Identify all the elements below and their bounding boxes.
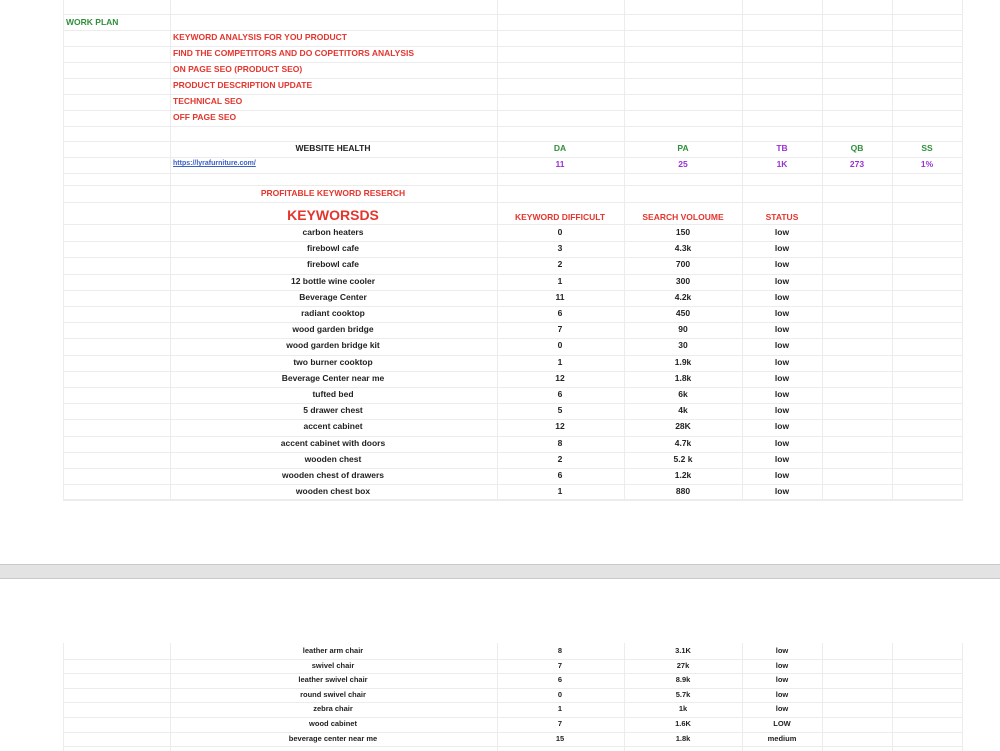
status-cell: low bbox=[775, 704, 789, 714]
keyword-cell: two burner cooktop bbox=[293, 356, 373, 367]
keyword-cell: 5 drawer chest bbox=[303, 405, 363, 416]
keyword-cell: wooden chest box bbox=[295, 486, 371, 497]
status-cell: low bbox=[774, 340, 790, 351]
difficulty-cell: 15 bbox=[555, 733, 565, 743]
difficulty-cell: 11 bbox=[555, 291, 565, 302]
volume-cell: 880 bbox=[675, 486, 691, 497]
work-plan-item: FIND THE COMPETITORS AND DO COPETITORS ANALYSIS bbox=[173, 48, 415, 58]
keyword-cell: firebowl cafe bbox=[307, 243, 359, 254]
status-cell: low bbox=[774, 405, 790, 416]
status-cell: low bbox=[774, 421, 790, 432]
status-cell: low bbox=[774, 275, 790, 286]
volume-cell: 300 bbox=[675, 275, 691, 286]
difficulty-cell: 12 bbox=[555, 372, 565, 383]
status-cell: low bbox=[774, 453, 790, 464]
keyword-cell: tufted bed bbox=[312, 389, 354, 399]
difficulty-cell: 7 bbox=[557, 324, 563, 335]
difficulty-cell: 12 bbox=[555, 421, 565, 432]
keyword-research-title: PROFITABLE KEYWORD RESERCH bbox=[260, 188, 406, 198]
keyword-cell: Beverage Center bbox=[299, 291, 367, 302]
metric-header-tb: TB bbox=[776, 143, 788, 153]
metric-value-pa: 25 bbox=[678, 159, 688, 169]
difficulty-cell: 2 bbox=[557, 453, 563, 464]
volume-column-header: SEARCH VOLOUME bbox=[642, 212, 724, 222]
keyword-cell: 12 bottle wine cooler bbox=[290, 275, 376, 286]
sheet-page-2 bbox=[0, 578, 1000, 751]
difficulty-cell: 6 bbox=[557, 675, 563, 685]
volume-cell: 27k bbox=[676, 660, 690, 670]
difficulty-cell: 6 bbox=[557, 389, 563, 399]
volume-cell: 8.9k bbox=[675, 675, 691, 685]
difficulty-cell: 8 bbox=[557, 437, 563, 448]
status-cell: low bbox=[775, 646, 789, 655]
difficulty-cell: 1 bbox=[557, 356, 563, 367]
difficulty-cell: 8 bbox=[557, 646, 563, 655]
status-cell: low bbox=[774, 324, 790, 335]
work-plan-item: OFF PAGE SEO bbox=[173, 112, 237, 122]
volume-cell: 1.6K bbox=[675, 719, 691, 728]
volume-cell: 150 bbox=[675, 227, 691, 237]
cell-grid-page-2 bbox=[0, 579, 1000, 751]
volume-cell: 90 bbox=[678, 324, 688, 335]
metric-header-pa: PA bbox=[677, 143, 689, 153]
status-cell: low bbox=[775, 675, 789, 685]
keyword-cell: Beverage Center near me bbox=[281, 372, 385, 383]
keyword-cell: accent cabinet with doors bbox=[280, 437, 386, 448]
metric-header-ss: SS bbox=[921, 143, 933, 153]
volume-cell: 3.1K bbox=[675, 646, 691, 655]
volume-cell: 28K bbox=[675, 421, 691, 432]
metric-value-ss: 1% bbox=[920, 159, 934, 169]
metric-value-qb: 273 bbox=[849, 159, 865, 169]
keywords-column-header: KEYWORSDS bbox=[287, 207, 379, 223]
work-plan-item: KEYWORD ANALYSIS FOR YOU PRODUCT bbox=[173, 32, 347, 42]
status-cell: low bbox=[774, 291, 790, 302]
difficulty-cell: 1 bbox=[557, 486, 563, 497]
volume-cell: 1.8k bbox=[674, 372, 692, 383]
status-column-header: STATUS bbox=[765, 212, 799, 222]
work-plan-item: PRODUCT DESCRIPTION UPDATE bbox=[173, 80, 313, 90]
keyword-cell: accent cabinet bbox=[303, 421, 363, 432]
status-cell: low bbox=[774, 259, 790, 270]
volume-cell: 1.8k bbox=[675, 733, 691, 743]
status-cell: low bbox=[774, 437, 790, 448]
difficulty-cell: 0 bbox=[557, 227, 563, 237]
keyword-cell: swivel chair bbox=[311, 660, 355, 670]
keyword-cell: carbon heaters bbox=[302, 227, 364, 237]
difficulty-cell: 0 bbox=[557, 340, 563, 351]
metric-value-tb: 1K bbox=[776, 159, 788, 169]
volume-cell: 30 bbox=[678, 340, 688, 351]
difficulty-cell: 7 bbox=[557, 660, 563, 670]
volume-cell: 1.2k bbox=[674, 470, 692, 480]
difficulty-cell: 6 bbox=[557, 470, 563, 480]
work-plan-title: WORK PLAN bbox=[66, 17, 119, 27]
volume-cell: 4k bbox=[678, 405, 688, 416]
status-cell: low bbox=[774, 308, 790, 318]
volume-cell: 4.3k bbox=[674, 243, 692, 254]
keyword-cell: wood cabinet bbox=[309, 719, 357, 728]
status-cell: low bbox=[775, 689, 789, 699]
keyword-cell: wood garden bridge kit bbox=[286, 340, 380, 351]
keyword-cell: beverage center near me bbox=[288, 733, 378, 743]
difficulty-cell: 2 bbox=[557, 259, 563, 270]
volume-cell: 4.7k bbox=[674, 437, 692, 448]
difficulty-cell: 0 bbox=[557, 689, 563, 699]
status-cell: low bbox=[775, 660, 789, 670]
keyword-cell: wooden chest bbox=[304, 453, 362, 464]
status-cell: LOW bbox=[773, 719, 791, 728]
keyword-cell: firebowl cafe bbox=[307, 259, 359, 270]
status-cell: low bbox=[774, 389, 790, 399]
keyword-cell: radiant cooktop bbox=[301, 308, 365, 318]
volume-cell: 5.7k bbox=[675, 689, 691, 699]
status-cell: low bbox=[774, 470, 790, 480]
keyword-cell: wood garden bridge bbox=[292, 324, 374, 335]
website-health-label: WEBSITE HEALTH bbox=[295, 143, 371, 153]
difficulty-cell: 3 bbox=[557, 243, 563, 254]
difficulty-column-header: KEYWORD DIFFICULT bbox=[514, 212, 606, 222]
work-plan-item: ON PAGE SEO (PRODUCT SEO) bbox=[173, 64, 303, 74]
volume-cell: 1.9k bbox=[674, 356, 692, 367]
status-cell: medium bbox=[767, 733, 797, 743]
difficulty-cell: 1 bbox=[557, 275, 563, 286]
keyword-cell: zebra chair bbox=[313, 704, 353, 714]
difficulty-cell: 6 bbox=[557, 308, 563, 318]
volume-cell: 700 bbox=[675, 259, 691, 270]
status-cell: low bbox=[774, 486, 790, 497]
volume-cell: 6k bbox=[678, 389, 688, 399]
difficulty-cell: 1 bbox=[557, 704, 563, 714]
work-plan-item: TECHNICAL SEO bbox=[173, 96, 243, 106]
volume-cell: 1k bbox=[678, 704, 688, 714]
status-cell: low bbox=[774, 356, 790, 367]
volume-cell: 5.2 k bbox=[673, 453, 693, 464]
difficulty-cell: 5 bbox=[557, 405, 563, 416]
keyword-cell: round swivel chair bbox=[300, 689, 366, 699]
volume-cell: 4.2k bbox=[674, 291, 692, 302]
difficulty-cell: 7 bbox=[557, 719, 563, 728]
status-cell: low bbox=[774, 243, 790, 254]
status-cell: low bbox=[774, 372, 790, 383]
keyword-cell: wooden chest of drawers bbox=[281, 470, 385, 480]
status-cell: low bbox=[774, 227, 790, 237]
website-url-link[interactable]: https://lyrafurniture.com/ bbox=[173, 160, 256, 167]
metric-value-da: 11 bbox=[555, 159, 565, 169]
metric-header-qb: QB bbox=[850, 143, 864, 153]
keyword-cell: leather arm chair bbox=[302, 646, 364, 655]
volume-cell: 450 bbox=[675, 308, 691, 318]
keyword-cell: leather swivel chair bbox=[298, 675, 368, 685]
metric-header-da: DA bbox=[553, 143, 567, 153]
